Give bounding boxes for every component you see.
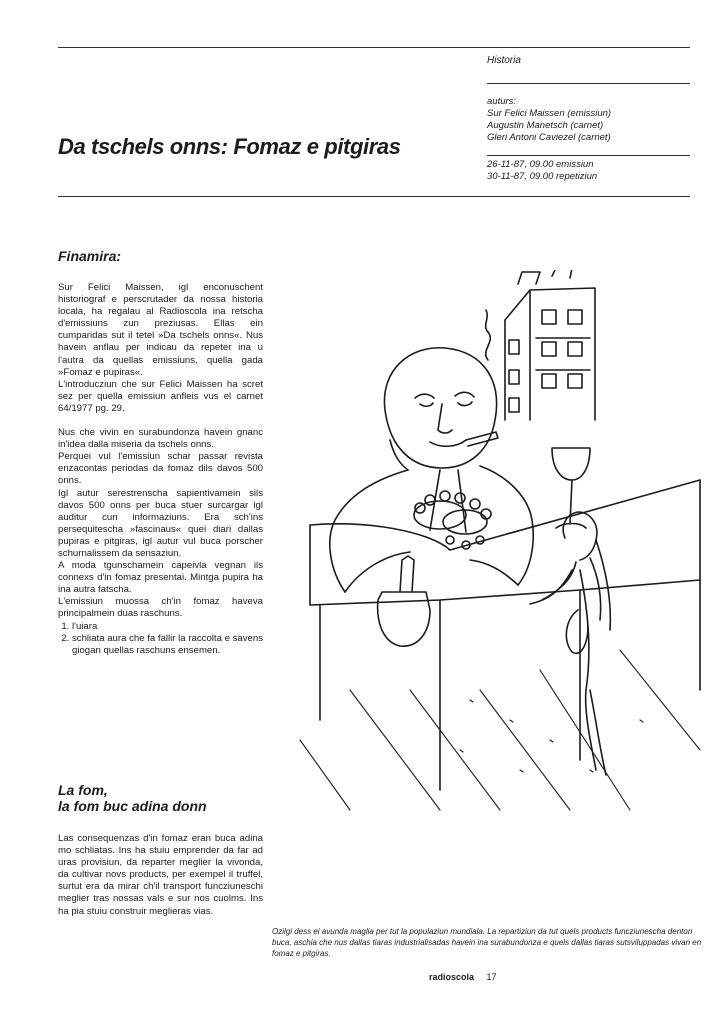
- broadcast-dates: [487, 159, 702, 183]
- section2-heading: [58, 782, 207, 814]
- paragraph: Las consequenzas d'in fomaz eran buca adina mo schliatas. Ins ha stuiu emprender da far ad uras provisiun, da reparter meglier la vivonda, da cultivar novs products, per exempel il truffel, surtut era da mirar ch'il transport funcziuneschi meglier tras nossas vals e sur nos cuolms. Ins ha pia stuiu construir meglieras vias.: [58, 833, 263, 917]
- authors-rule: [487, 83, 690, 84]
- header-bottom-rule: [58, 196, 690, 197]
- intro-text: [58, 282, 263, 657]
- section2-heading-line: la fom buc adina donn: [58, 798, 207, 814]
- man-drawing: [330, 348, 533, 592]
- illustration: [290, 270, 710, 820]
- reasons-list: [58, 621, 263, 657]
- page-number: 17: [486, 972, 497, 982]
- child-drawing: [530, 512, 610, 775]
- building-drawing: [505, 270, 595, 420]
- author-line: Gleri Antoni Caviezel (carnet): [487, 132, 611, 143]
- dates-rule: [487, 155, 690, 156]
- paragraph: A moda tgunschamein capeivla vegnan ils connexs d'in fomaz presentai. Mintga pupira ha ina autra fatscha.: [58, 560, 263, 596]
- list-item: 2. schliata aura che fa fallir la raccolta e savens giogan quellas raschuns ensemen.: [72, 633, 263, 657]
- author-line: Sur Felici Maissen (emissiun): [487, 108, 612, 119]
- illustration-caption: Ozilgi dess ei avunda maglia per tut la populaziun mundiala. La repartiziun da tut quels products funcziunescha denton buca, aschia che nus dallas tiaras industrialisadas havein ina surabundonza e quels dallas tiaras sutsviluppadas vivan en fomaz e pitgiras.: [272, 927, 702, 958]
- paragraph: L'emissiun muossa ch'in fomaz haveva principalmein duas raschuns.: [58, 596, 263, 620]
- section2-heading-line: La fom,: [58, 782, 108, 798]
- authors-block: [487, 96, 702, 144]
- authors-label: auturs:: [487, 96, 517, 107]
- section-label: Historia: [487, 55, 521, 66]
- date-line: 30-11-87, 09.00 repetiziun: [487, 171, 598, 182]
- floor-drawing: [300, 650, 700, 810]
- intro-heading: Finamira:: [58, 248, 122, 264]
- page-footer: [429, 972, 497, 982]
- smoke-drawing: [486, 310, 491, 360]
- footer-brand: radioscola: [429, 972, 475, 982]
- paragraph: Nus che vivin en surabundonza havein gnanc in'idea dalla miseria da tschels onns.: [58, 427, 263, 451]
- date-line: 26-11-87, 09.00 emissiun: [487, 159, 594, 170]
- page-title: Da tschels onns: Fomaz e pitgiras: [58, 134, 401, 159]
- author-line: Augustin Manetsch (carnet): [487, 120, 604, 131]
- paragraph: L'introducziun che sur Felici Maissen ha scret sez per quella emissiun anfleis vus el carnet 64/1977 pg. 29.: [58, 378, 263, 414]
- paragraph: Igl autur serestrenscha sapientivamein sils davos 500 onns per buca stuer surcargar igl auditur cun informaziuns. Era sch'ins persequitescha »fascinaus« quei diari dallas pupiras e pitgiras, igl autur vul buca porscher schurnalissem da sensaziun.: [58, 487, 263, 559]
- list-item: 1. l'uiara: [72, 621, 263, 633]
- paragraph: Sur Felici Maissen, igl enconuschent historiograf e perscrutader da nossa historia locala, ha regalau al Radioscola ina retscha d'emissiuns zun preziusas. Ellas ein cumparidas sut il tetel »Da tschels onns«. Nus havein anflau per indicau da repeter ina u l'autra da quellas emissiuns, quella gada »Fomaz e pupiras«.: [58, 282, 263, 378]
- paragraph: Perquei vul l'emissiun schar passar revista enzacontas periodas da fomaz dils davos 500 onns.: [58, 451, 263, 487]
- table-drawing: [310, 448, 700, 790]
- section2-text: [58, 833, 263, 918]
- top-rule: [58, 47, 690, 48]
